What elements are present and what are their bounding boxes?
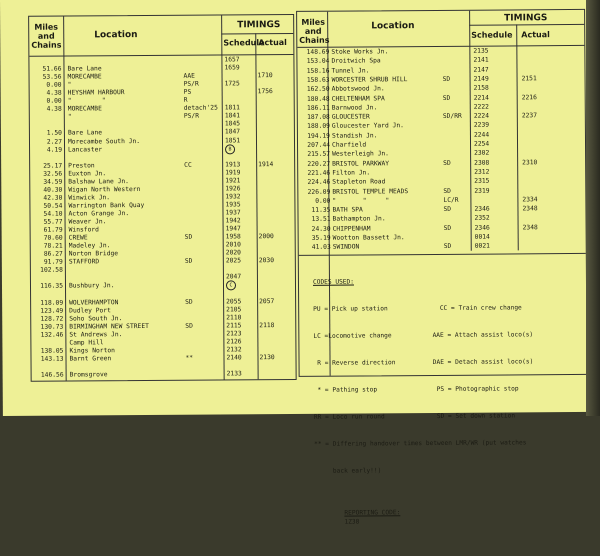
miles-cell: 162.50 <box>298 85 330 96</box>
schedule-time-cell: 2055 <box>226 297 241 308</box>
miles-cell: 146.56 <box>32 371 64 382</box>
location-cell: Abbotswood Jn. <box>332 85 385 96</box>
miles-cell: 2.27 <box>30 137 62 148</box>
miles-cell: 70.60 <box>31 234 63 245</box>
second-time-cell: 2334 <box>522 195 537 206</box>
second-time-cell: 2057 <box>259 297 274 308</box>
code-line: ** = Differing handover times between LMR/WR (put watches <box>314 438 534 449</box>
timings-header: TIMINGS <box>237 20 280 30</box>
second-time-cell: 1710 <box>258 71 273 82</box>
second-time-cell: 2348 <box>523 223 538 234</box>
schedule-time-cell: 2047 <box>226 273 241 284</box>
schedule-time-cell: 2110 <box>226 313 241 324</box>
schedule-time-cell: 1947 <box>226 224 241 235</box>
miles-cell: 102.58 <box>31 266 63 277</box>
stop-code-cell: PS <box>184 88 192 99</box>
location-cell: Bare Lane <box>68 129 102 140</box>
location-cell: Bromsgrove <box>70 370 108 381</box>
code-line: PU = Pick up station CC = Train crew change <box>313 303 533 314</box>
schedule-time-cell: 2308 <box>474 158 489 169</box>
schedule-time-cell: 2319 <box>474 186 489 197</box>
stop-code-cell: SD <box>443 205 451 216</box>
page-edge <box>586 0 600 416</box>
code-line: back early!!) <box>314 465 534 476</box>
miles-cell: 55.77 <box>31 218 63 229</box>
second-time-cell: 2310 <box>522 158 537 169</box>
schedule-time-cell: 2312 <box>474 167 489 178</box>
stop-code-cell: detach'25 <box>184 104 218 115</box>
location-cell: Dudley Port <box>69 306 111 317</box>
schedule-time-cell: C <box>226 281 236 292</box>
miles-cell: 11.35 <box>298 206 330 217</box>
stop-code-cell: AAE <box>184 72 195 83</box>
stop-code-cell: PS/R <box>184 80 199 91</box>
location-cell: Bathampton Jn. <box>333 215 386 226</box>
stop-code-cell: SD <box>443 75 451 86</box>
location-cell: STAFFORD <box>69 258 99 269</box>
stop-code-cell: SD <box>443 186 451 197</box>
miles-cell: 54.10 <box>30 210 62 221</box>
codes-legend <box>313 258 535 554</box>
miles-cell: 158.16 <box>297 66 329 77</box>
stop-code-cell: SD/RR <box>443 112 462 123</box>
miles-cell: 61.79 <box>31 226 63 237</box>
location-cell: HEYSHAM HARBOUR <box>68 88 125 99</box>
table-row <box>299 241 586 254</box>
second-time-cell: 2151 <box>522 74 537 85</box>
miles-cell: 4.38 <box>30 105 62 116</box>
miles-cell: 32.56 <box>30 169 62 180</box>
schedule-time-cell: 1659 <box>224 63 239 74</box>
schedule-time-cell: 0021 <box>475 242 490 253</box>
location-cell: Westerleigh Jn. <box>332 150 389 161</box>
miles-cell: 34.59 <box>30 177 62 188</box>
miles-cell: 153.04 <box>297 57 329 68</box>
schedule-time-cell: 2149 <box>474 74 489 85</box>
stop-code-cell: SD <box>443 158 451 169</box>
schedule-time-cell: 2147 <box>473 65 488 76</box>
codes-heading: CODES USED: <box>313 276 533 287</box>
schedule-time-cell: 1725 <box>225 79 240 90</box>
location-cell: Bare Lane <box>67 64 101 75</box>
miles-cell: 24.30 <box>299 224 331 235</box>
schedule-time-cell: 2105 <box>226 305 241 316</box>
miles-cell: 116.35 <box>31 282 63 293</box>
location-cell: Weaver Jn. <box>69 217 107 228</box>
miles-cell: 118.09 <box>31 298 63 309</box>
reporting-code-line <box>314 498 534 536</box>
location-cell: MORECAMBE <box>68 72 102 83</box>
schedule-time-cell: 1958 <box>226 232 241 243</box>
schedule-time-cell: 2126 <box>226 337 241 348</box>
schedule-time-cell: 1926 <box>225 184 240 195</box>
stop-code-cell: LC/R <box>443 196 458 207</box>
schedule-time-cell: 1913 <box>225 160 240 171</box>
miles-cell: 221.46 <box>298 169 330 180</box>
miles-cell: 25.17 <box>30 161 62 172</box>
miles-cell: 143.13 <box>31 354 63 365</box>
actual-header: Actual <box>258 38 287 47</box>
schedule-time-cell: 2020 <box>226 249 241 260</box>
location-cell: Droitwich Spa <box>331 57 380 68</box>
location-cell: Madeley Jn. <box>69 241 111 252</box>
location-cell: Morecambe South Jn. <box>68 137 140 148</box>
stop-code-cell: SD <box>444 224 452 235</box>
miles-cell: 0.00 <box>30 81 62 92</box>
location-cell: Tunnel Jn. <box>331 66 369 77</box>
schedule-time-cell: 2224 <box>474 112 489 123</box>
schedule-time-cell: 2140 <box>226 353 241 364</box>
schedule-time-cell: 2239 <box>474 121 489 132</box>
miles-cell: 226.09 <box>298 187 330 198</box>
location-cell: Gloucester Yard Jn. <box>332 122 404 133</box>
schedule-time-cell: 2025 <box>226 257 241 268</box>
stop-code-cell: SD <box>443 93 451 104</box>
location-cell: Preston <box>68 161 95 172</box>
timings-header-right: TIMINGS <box>504 13 547 23</box>
schedule-time-cell: 1811 <box>225 104 240 115</box>
code-line: R = Reverse direction DAE = Detach assist loco(s) <box>314 357 534 368</box>
miles-cell: 158.63 <box>298 76 330 87</box>
miles-cell: 13.51 <box>299 215 331 226</box>
location-cell: BIRMINGHAM NEW STREET <box>69 322 149 333</box>
second-time-cell: 2000 <box>259 232 274 243</box>
miles-cell: 188.09 <box>298 122 330 133</box>
miles-cell: 91.79 <box>31 258 63 269</box>
location-cell: Bushbury Jn. <box>69 282 115 293</box>
location-cell: Euxton Jn. <box>68 169 106 180</box>
left-timing-table <box>28 14 297 382</box>
location-cell: BRISTOL PARKWAY <box>332 159 389 170</box>
table-row <box>32 369 296 381</box>
second-time-cell: 2237 <box>522 111 537 122</box>
location-cell: Norton Bridge <box>69 249 118 260</box>
stop-code-cell: R <box>184 96 188 107</box>
schedule-time-cell: 2135 <box>473 47 488 58</box>
reporting-code-value: 1Z38 <box>344 519 359 526</box>
miles-cell: 41.03 <box>299 243 331 254</box>
schedule-time-cell: 1935 <box>225 200 240 211</box>
location-header: Location <box>94 30 137 40</box>
location-cell: " <box>68 113 72 124</box>
miles-cell: 224.46 <box>298 178 330 189</box>
miles-cell: 53.56 <box>30 73 62 84</box>
schedule-time-cell: 2254 <box>474 140 489 151</box>
schedule-time-cell: 2158 <box>474 84 489 95</box>
location-cell: Standish Jn. <box>332 131 378 142</box>
location-cell: WOLVERHAMPTON <box>69 298 118 309</box>
stop-code-cell: CC <box>184 160 192 171</box>
location-cell: BRISTOL TEMPLE MEADS <box>332 187 408 198</box>
stop-code-cell: SD <box>444 242 452 253</box>
stop-code-cell: PS/R <box>184 112 199 123</box>
miles-cell: 4.19 <box>30 145 62 156</box>
stop-code-cell: SD <box>185 257 193 268</box>
miles-chains-header-right: Miles and Chains <box>299 18 327 45</box>
schedule-time-cell: B <box>225 144 235 155</box>
second-time-cell: 2216 <box>522 93 537 104</box>
code-line: RR = Loco run round SD = Set down station <box>314 411 534 422</box>
miles-chains-header: Miles and Chains <box>31 23 61 50</box>
miles-cell: 207.44 <box>298 141 330 152</box>
schedule-time-cell: 2352 <box>475 214 490 225</box>
schedule-time-cell: 2010 <box>226 240 241 251</box>
location-cell: WORCESTER SHRUB HILL <box>332 75 408 86</box>
schedule-time-cell: 2346 <box>474 205 489 216</box>
miles-cell: 180.48 <box>298 94 330 105</box>
miles-cell: 130.73 <box>31 322 63 333</box>
location-cell: CHELTENHAM SPA <box>332 94 385 105</box>
location-cell: Charfield <box>332 140 366 151</box>
miles-cell: 186.11 <box>298 103 330 114</box>
miles-cell: 40.30 <box>30 185 62 196</box>
code-line: * = Pathing stop PS = Photographic stop <box>314 384 534 395</box>
location-cell: MORECAMBE <box>68 105 102 116</box>
location-cell: Wigan North Western <box>68 185 140 196</box>
schedule-time-cell: 2244 <box>474 130 489 141</box>
location-cell: Stoke Works Jn. <box>331 47 388 58</box>
location-cell: Camp Hill <box>69 338 103 349</box>
location-cell: Kings Norton <box>69 346 115 357</box>
schedule-time-cell: 2214 <box>474 93 489 104</box>
schedule-header: Schedule <box>223 38 264 47</box>
miles-cell: 123.49 <box>31 306 63 317</box>
schedule-time-cell: 1841 <box>225 112 240 123</box>
miles-cell: 187.08 <box>298 113 330 124</box>
stop-code-cell: SD <box>185 233 193 244</box>
actual-header-right: Actual <box>521 30 550 39</box>
schedule-time-cell: 2115 <box>226 321 241 332</box>
schedule-header-right: Schedule <box>471 30 512 39</box>
location-cell: " " <box>68 97 106 108</box>
miles-cell: 215.57 <box>298 150 330 161</box>
stop-code-cell: SD <box>185 321 193 332</box>
second-time-cell: 2348 <box>522 204 537 215</box>
location-cell: Barnt Green <box>69 354 111 365</box>
location-cell: Barnwood Jn. <box>332 103 378 114</box>
schedule-time-cell: 1847 <box>225 128 240 139</box>
location-cell: Warrington Bank Quay <box>68 201 144 212</box>
location-cell: Winwick Jn. <box>68 193 110 204</box>
second-time-cell: 2130 <box>259 353 274 364</box>
location-cell: Filton Jn. <box>332 168 370 179</box>
location-cell: St Andrews Jn. <box>69 330 122 341</box>
location-cell: " <box>68 81 72 92</box>
schedule-time-cell: 2141 <box>473 56 488 67</box>
location-cell: Stapleton Road <box>332 178 385 189</box>
reporting-code-label: REPORTING CODE: <box>344 509 400 516</box>
miles-cell: 194.19 <box>298 131 330 142</box>
miles-cell: 128.72 <box>31 314 63 325</box>
schedule-time-cell: 1937 <box>225 208 240 219</box>
schedule-time-cell: 1932 <box>225 192 240 203</box>
schedule-time-cell: 2132 <box>226 345 241 356</box>
right-timing-table <box>296 9 588 377</box>
miles-cell: 0.00 <box>30 97 62 108</box>
location-cell: Lancaster <box>68 145 102 156</box>
schedule-time-cell: 1942 <box>226 216 241 227</box>
schedule-time-cell: 1851 <box>225 136 240 147</box>
location-cell: Winsford <box>69 225 99 236</box>
location-header-right: Location <box>371 21 414 31</box>
schedule-time-cell: 2315 <box>474 177 489 188</box>
miles-cell: 35.19 <box>299 234 331 245</box>
second-time-cell: 2030 <box>259 256 274 267</box>
location-cell: Balshaw Lane Jn. <box>68 177 129 188</box>
schedule-time-cell: 1845 <box>225 120 240 131</box>
miles-cell: 0.00 <box>298 196 330 207</box>
schedule-time-cell: 1921 <box>225 176 240 187</box>
second-time-cell: 1914 <box>258 160 273 171</box>
stop-code-cell: SD <box>185 297 193 308</box>
stop-code-cell: ** <box>185 354 193 365</box>
location-cell: SWINDON <box>333 243 360 254</box>
schedule-time-cell: 1657 <box>224 55 239 66</box>
miles-cell: 148.69 <box>297 48 329 59</box>
location-cell: Acton Grange Jn. <box>68 209 129 220</box>
location-cell: CHIPPENHAM <box>333 224 371 235</box>
miles-cell: 42.30 <box>30 193 62 204</box>
schedule-time-cell: 2133 <box>227 369 242 380</box>
location-cell: BATH SPA <box>332 206 362 217</box>
miles-cell: 4.38 <box>30 89 62 100</box>
second-time-cell: 2118 <box>259 321 274 332</box>
miles-cell: 1.50 <box>30 129 62 140</box>
code-line: LC =Locomotive change AAE = Attach assist loco(s) <box>313 330 533 341</box>
schedule-time-cell: 2123 <box>226 329 241 340</box>
miles-cell: 86.27 <box>31 250 63 261</box>
location-cell: Soho South Jn. <box>69 314 122 325</box>
miles-cell: 51.66 <box>29 65 61 76</box>
location-cell: CREWE <box>69 233 88 244</box>
schedule-time-cell: 1919 <box>225 168 240 179</box>
miles-cell: 78.21 <box>31 242 63 253</box>
miles-cell: 50.54 <box>30 201 62 212</box>
location-cell: GLOUCESTER <box>332 113 370 124</box>
location-cell: Wootton Bassett Jn. <box>333 233 405 244</box>
schedule-time-cell: 2302 <box>474 149 489 160</box>
location-cell: " " " <box>332 196 389 207</box>
miles-cell: 132.46 <box>31 330 63 341</box>
schedule-time-cell: 2346 <box>475 223 490 234</box>
schedule-time-cell: 2222 <box>474 102 489 113</box>
second-time-cell: 1756 <box>258 87 273 98</box>
schedule-time-cell: 0014 <box>475 233 490 244</box>
miles-cell: 220.27 <box>298 159 330 170</box>
miles-cell: 138.05 <box>31 346 63 357</box>
